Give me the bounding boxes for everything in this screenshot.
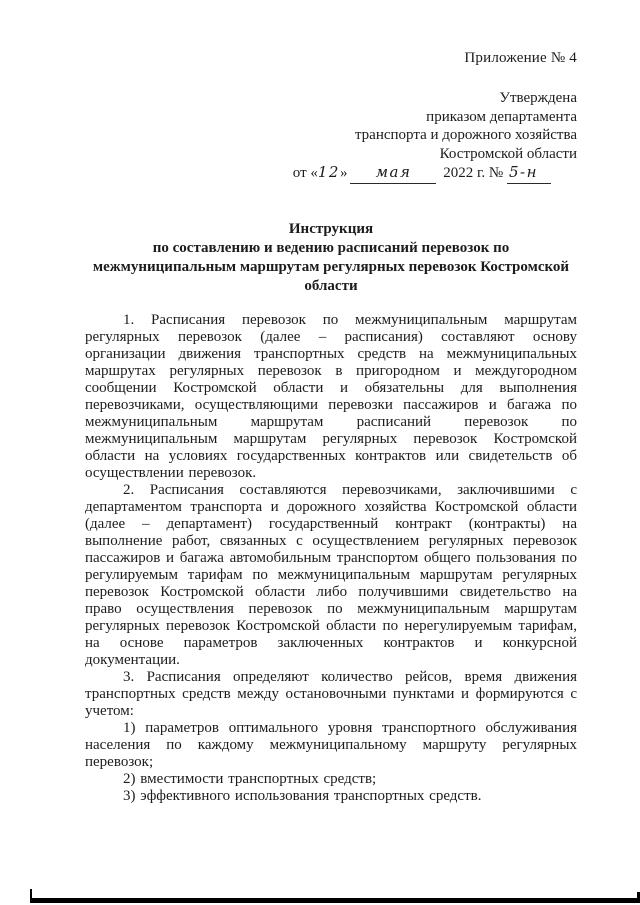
date-year: 2022 г. № — [443, 165, 504, 181]
approval-date-line — [85, 163, 577, 184]
order-number-blank — [507, 163, 551, 184]
paragraph-2: 2. Расписания составляются перевозчиками, заключившими с департаментом транспорта и дорожного хозяйства Костромской области (далее – департамент) государственный контракт (контракты) на выполнение работ, связанных с осуществлением регулярных перевозок пассажиров и багажа автомобильным транспортом общего пользования по регулируемым тарифам по межмуниципальным маршрутам регулярных перевозок Костромской области либо получившими свидетельство на право осуществления перевозок по межмуниципальным маршрутам регулярных перевозок Костромской области по нерегулируемым тарифам, на основе параметров заключенных контрактов и конкурсной документации. — [85, 481, 577, 668]
scan-artifact-bottom-line — [30, 898, 640, 903]
date-month-handwritten: мая — [375, 163, 412, 181]
document-body — [85, 312, 577, 805]
approval-line-1: Утверждена — [499, 90, 577, 106]
scan-artifact-left-tick — [30, 889, 32, 903]
document-title-line1: Инструкция — [288, 220, 374, 237]
approval-line-4: Костромской области — [439, 145, 577, 162]
date-prefix: от « — [292, 165, 318, 181]
document-title — [85, 220, 577, 296]
date-quote-close: » — [339, 165, 348, 181]
order-number-handwritten: 5-н — [509, 163, 538, 181]
date-day-handwritten: 12 — [317, 163, 340, 181]
list-item-1: 1) параметров оптимального уровня транспортного обслуживания населения по каждому межмуниципальному маршруту регулярных перевозок; — [85, 719, 577, 770]
date-month-blank — [350, 163, 436, 184]
list-item-3: 3) эффективного использования транспортных средств. — [123, 787, 482, 804]
list-item-2: 2) вместимости транспортных средств; — [123, 770, 377, 787]
approval-line-3: транспорта и дорожного хозяйства — [354, 127, 577, 143]
approval-line-2: приказом департамента — [426, 108, 577, 125]
approval-block — [85, 89, 577, 184]
document-title-rest: по составлению и ведению расписаний перевозок по межмуниципальным маршрутам регулярных перевозок Костромской области — [92, 239, 570, 294]
appendix-label: Приложение № 4 — [464, 50, 577, 66]
paragraph-3: 3. Расписания определяют количество рейсов, время движения транспортных средств между остановочными пунктами и формируются с учетом: — [85, 668, 577, 719]
paragraph-1: 1. Расписания перевозок по межмуниципальным маршрутам регулярных перевозок (далее – расписания) составляют основу организации движения транспортных средств на межмуниципальных маршрутах регулярных перевозок в пригородном и междугородном сообщении Костромской области и обязательны для выполнения перевозчиками, осуществляющими перевозки пассажиров и багажа по межмуниципальным маршрутам расписаний перевозок по межмуниципальным маршрутам регулярных перевозок Костромской области на условиях государственных контрактов или свидетельств об осуществлении перевозок. — [85, 311, 577, 481]
